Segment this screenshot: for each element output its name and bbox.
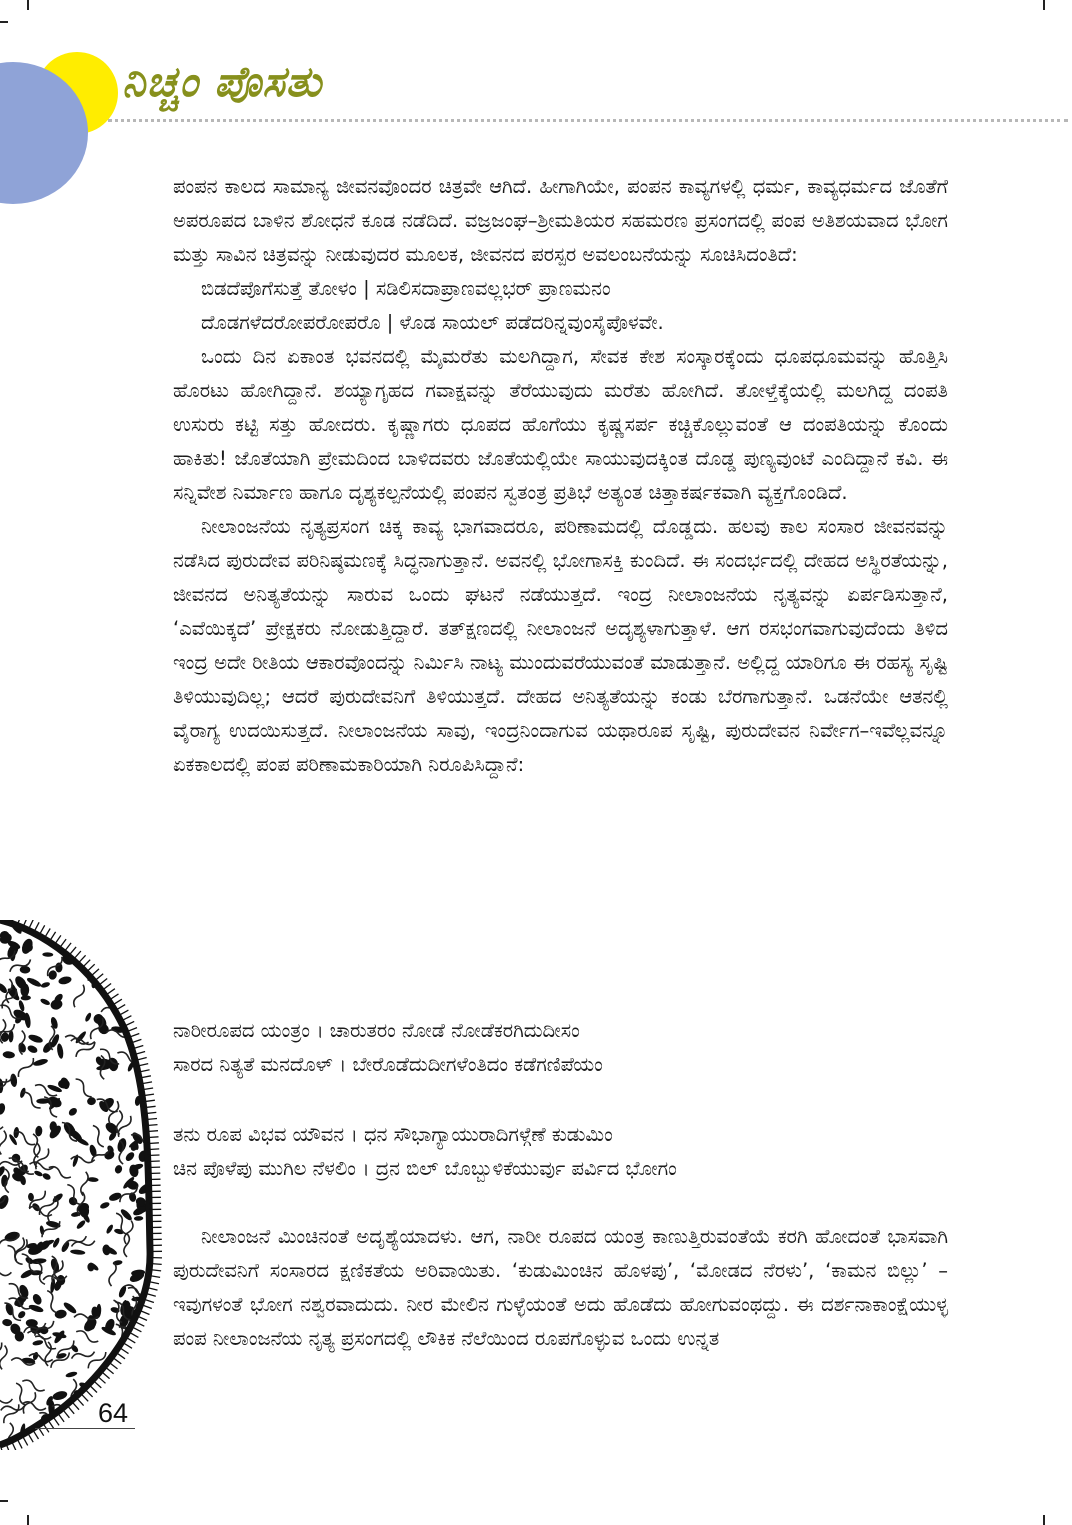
crop-mark — [0, 1500, 8, 1502]
verse-line: ಬಿಡದೆಪೊಗೆಸುತ್ತೆ ತೋಳಂ | ಸಡಿಲಿಸದಾಪ್ರಾಣವಲ್ಲಭರ್ ಪ್ರಾಣಮನಂ — [201, 277, 611, 300]
verse-line: ಚಿನ ಪೊಳೆಪು ಮುಗಿಲ ನೆಳಲಿಂ । ದ್ರನ ಬಿಲ್ ಬೊಬ್ಬುಳಿಕೆಯುರ್ವು ಪರ್ವಿದ ಭೋಗಂ — [173, 1157, 677, 1180]
verse-line: ಸಾರದ ನಿತ್ಯತೆ ಮನದೊಳ್ । ಬೇರೊಡೆದುದೀಗಳೆಂತಿದಂ ಕಡೆಗಣಿಪೆಯಂ — [173, 1053, 603, 1076]
verse-block — [173, 1014, 948, 1082]
crop-mark — [27, 0, 29, 10]
verse-block — [173, 1118, 948, 1186]
verse-line: ನಾರೀರೂಪದ ಯಂತ್ರಂ । ಚಾರುತರಂ ನೋಡೆ ನೋಡೆಕರಗಿದುದೀಸಂ — [173, 1019, 580, 1042]
page-number: 64 — [98, 1398, 129, 1428]
crop-mark — [1043, 0, 1045, 10]
section-title: ನಿಚ್ಚಂ ಪೊಸತು — [122, 57, 323, 106]
crop-mark — [27, 1515, 29, 1525]
verse-line: ದೊಡಗಳೆದರೋಪರೋಪರೊ | ಳೊಡ ಸಾಯಲ್ ಪಡೆದರಿನ್ನವುಂಸೈಪೊಳವೇ. — [201, 311, 664, 334]
page-number-rule — [35, 1428, 135, 1429]
verse-line: ತನು ರೂಪ ವಿಭವ ಯೌವನ । ಧನ ಸೌಭಾಗ್ಯಾಯುರಾದಿಗಳ್ಗೆಣೆ ಕುಡುಮಿಂ — [173, 1123, 613, 1146]
body-text-bottom — [173, 1220, 948, 1356]
crop-mark — [1043, 1515, 1045, 1525]
cell-illustration-icon — [0, 920, 170, 1450]
paragraph: ನೀಲಾಂಜನೆ ಮಿಂಚಿನಂತೆ ಅದೃಶ್ಯೆಯಾದಳು. ಆಗ, ನಾರೀ ರೂಪದ ಯಂತ್ರ ಕಾಣುತ್ತಿರುವಂತೆಯೆ ಕರಗಿ ಹೋದಂತೆ ಭಾಸವಾಗಿ ಪುರುದೇವನಿಗೆ ಸಂಸಾರದ ಕ್ಷಣಿಕತೆಯ ಅರಿವಾಯಿತು. ‘ಕುಡುಮಿಂಚಿನ ಹೊಳಪು’, ‘ಮೋಡದ ನೆರಳು’, ‘ಕಾಮನ ಬಿಲ್ಲು’ – ಇವುಗಳಂತೆ ಭೋಗ ನಶ್ವರವಾದುದು. ನೀರ ಮೇಲಿನ ಗುಳ್ಳೆಯಂತೆ ಅದು ಹೊಡೆದು ಹೋಗುವಂಥದ್ದು. ಈ ದರ್ಶನಾಕಾಂಕ್ಷೆಯುಳ್ಳ ಪಂಪ ನೀಲಾಂಜನೆಯ ನೃತ್ಯ ಪ್ರಸಂಗದಲ್ಲಿ ಲೌಕಿಕ ನೆಲೆಯಿಂದ ರೂಪಗೊಳ್ಳುವ ಒಂದು ಉನ್ನತ — [173, 1225, 948, 1350]
body-text-top — [173, 170, 948, 782]
paragraph: ನೀಲಾಂಜನೆಯ ನೃತ್ಯಪ್ರಸಂಗ ಚಿಕ್ಕ ಕಾವ್ಯ ಭಾಗವಾದರೂ, ಪರಿಣಾಮದಲ್ಲಿ ದೊಡ್ಡದು. ಹಲವು ಕಾಲ ಸಂಸಾರ ಜೀವನವನ್ನು ನಡೆಸಿದ ಪುರುದೇವ ಪರಿನಿಷ್ಠಮಣಕ್ಕೆ ಸಿದ್ಧನಾಗುತ್ತಾನೆ. ಅವನಲ್ಲಿ ಭೋಗಾಸಕ್ತಿ ಕುಂದಿದೆ. ಈ ಸಂದರ್ಭದಲ್ಲಿ ದೇಹದ ಅಸ್ಥಿರತೆಯನ್ನು, ಜೀವನದ ಅನಿತ್ಯತೆಯನ್ನು ಸಾರುವ ಒಂದು ಘಟನೆ ನಡೆಯುತ್ತದೆ. ಇಂದ್ರ ನೀಲಾಂಜನೆಯ ನೃತ್ಯವನ್ನು ಏರ್ಪಡಿಸುತ್ತಾನೆ, ‘ಎವೆಯಿಕ್ಕದೆ’ ಪ್ರೇಕ್ಷಕರು ನೋಡುತ್ತಿದ್ದಾರೆ. ತತ್‌ಕ್ಷಣದಲ್ಲಿ ನೀಲಾಂಜನೆ ಅದೃಶ್ಯಳಾಗುತ್ತಾಳೆ. ಆಗ ರಸಭಂಗವಾಗುವುದೆಂದು ತಿಳಿದ ಇಂದ್ರ ಅದೇ ರೀತಿಯ ಆಕಾರವೊಂದನ್ನು ನಿರ್ಮಿಸಿ ನಾಟ್ಯ ಮುಂದುವರೆಯುವಂತೆ ಮಾಡುತ್ತಾನೆ. ಅಲ್ಲಿದ್ದ ಯಾರಿಗೂ ಈ ರಹಸ್ಯ ಸೃಷ್ಟಿ ತಿಳಿಯುವುದಿಲ್ಲ; ಆದರೆ ಪುರುದೇವನಿಗೆ ತಿಳಿಯುತ್ತದೆ. ದೇಹದ ಅನಿತ್ಯತೆಯನ್ನು ಕಂಡು ಬೆರಗಾಗುತ್ತಾನೆ. ಒಡನೆಯೇ ಆತನಲ್ಲಿ ವೈರಾಗ್ಯ ಉದಯಿಸುತ್ತದೆ. ನೀಲಾಂಜನೆಯ ಸಾವು, ಇಂದ್ರನಿಂದಾಗುವ ಯಥಾರೂಪ ಸೃಷ್ಟಿ, ಪುರುದೇವನ ನಿರ್ವೇಗ–ಇವೆಲ್ಲವನ್ನೂ ಏಕಕಾಲದಲ್ಲಿ ಪಂಪ ಪರಿಣಾಮಕಾರಿಯಾಗಿ ನಿರೂಪಿಸಿದ್ದಾನೆ: — [173, 515, 948, 776]
header-divider — [108, 119, 1068, 122]
paragraph: ಒಂದು ದಿನ ಏಕಾಂತ ಭವನದಲ್ಲಿ ಮೈಮರೆತು ಮಲಗಿದ್ದಾಗ, ಸೇವಕ ಕೇಶ ಸಂಸ್ಕಾರಕ್ಕೆಂದು ಧೂಪಧೂಮವನ್ನು ಹೊತ್ತಿಸಿ ಹೊರಟು ಹೋಗಿದ್ದಾನೆ. ಶಯ್ಯಾಗೃಹದ ಗವಾಕ್ಷವನ್ನು ತೆರೆಯುವುದು ಮರೆತು ಹೋಗಿದೆ. ತೋಳ್ತೆಕ್ಕೆಯಲ್ಲಿ ಮಲಗಿದ್ದ ದಂಪತಿ ಉಸುರು ಕಟ್ಟಿ ಸತ್ತು ಹೋದರು. ಕೃಷ್ಣಾಗರು ಧೂಪದ ಹೊಗೆಯು ಕೃಷ್ಣಸರ್ಪ ಕಚ್ಚಿಕೊಲ್ಲುವಂತೆ ಆ ದಂಪತಿಯನ್ನು ಕೊಂದು ಹಾಕಿತು! ಜೊತೆಯಾಗಿ ಪ್ರೇಮದಿಂದ ಬಾಳಿದವರು ಜೊತೆಯಲ್ಲಿಯೇ ಸಾಯುವುದಕ್ಕಿಂತ ದೊಡ್ಡ ಪುಣ್ಯವುಂಟೆ ಎಂದಿದ್ದಾನೆ ಕವಿ. ಈ ಸನ್ನಿವೇಶ ನಿರ್ಮಾಣ ಹಾಗೂ ದೃಶ್ಯಕಲ್ಪನೆಯಲ್ಲಿ ಪಂಪನ ಸ್ವತಂತ್ರ ಪ್ರತಿಭೆ ಅತ್ಯಂತ ಚಿತ್ತಾಕರ್ಷಕವಾಗಿ ವ್ಯಕ್ತಗೊಂಡಿದೆ. — [173, 345, 948, 504]
paragraph: ಪಂಪನ ಕಾಲದ ಸಾಮಾನ್ಯ ಜೀವನವೊಂದರ ಚಿತ್ರವೇ ಆಗಿದೆ. ಹೀಗಾಗಿಯೇ, ಪಂಪನ ಕಾವ್ಯಗಳಲ್ಲಿ ಧರ್ಮ, ಕಾವ್ಯಧರ್ಮದ ಜೊತೆಗೆ ಅಪರೂಪದ ಬಾಳಿನ ಶೋಧನೆ ಕೂಡ ನಡೆದಿದೆ. ವಜ್ರಜಂಘ–ಶ್ರೀಮತಿಯರ ಸಹಮರಣ ಪ್ರಸಂಗದಲ್ಲಿ ಪಂಪ ಅತಿಶಯವಾದ ಭೋಗ ಮತ್ತು ಸಾವಿನ ಚಿತ್ರವನ್ನು ನೀಡುವುದರ ಮೂಲಕ, ಜೀವನದ ಪರಸ್ಪರ ಅವಲಂಬನೆಯನ್ನು ಸೂಚಿಸಿದಂತಿದೆ: — [173, 175, 948, 266]
crop-mark — [0, 21, 8, 23]
